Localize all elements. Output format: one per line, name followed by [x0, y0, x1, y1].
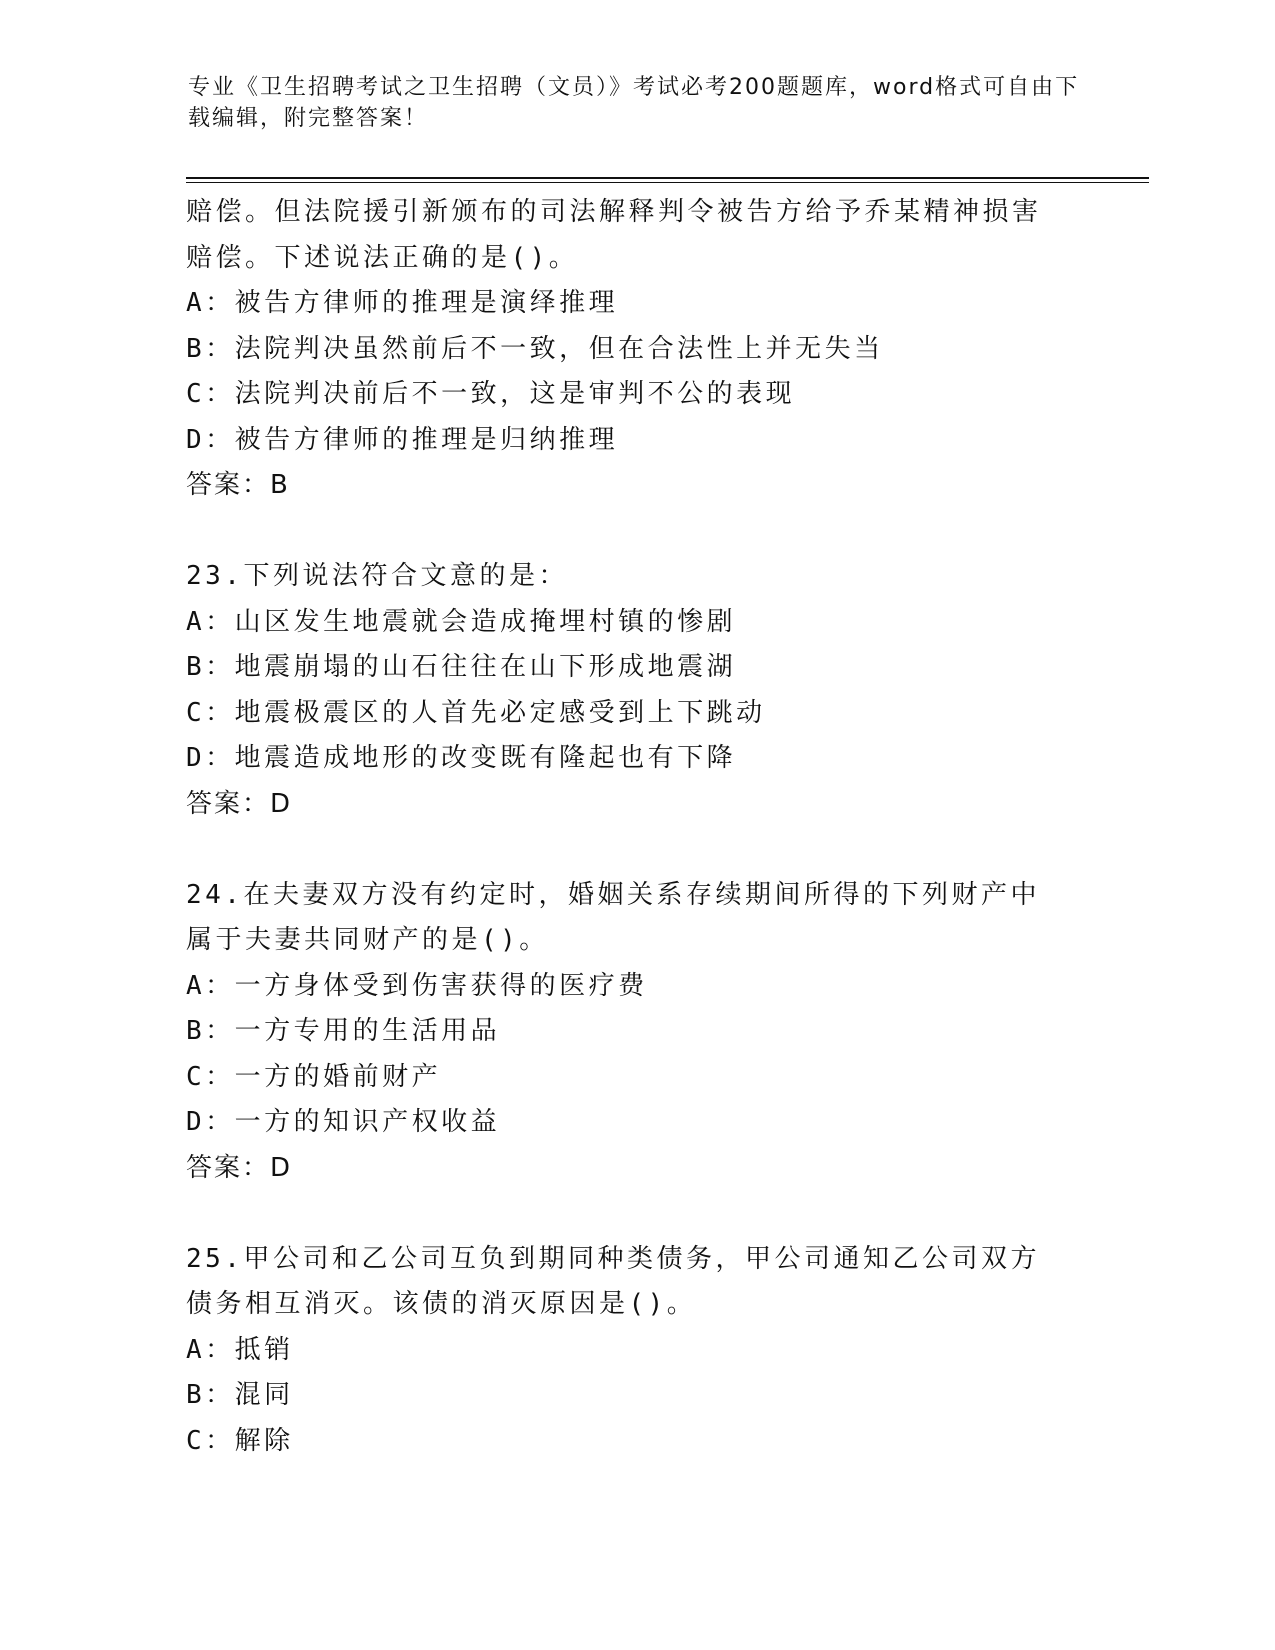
option-d: D：地震造成地形的改变既有隆起也有下降 — [186, 743, 737, 773]
question-stem: 赔偿。但法院援引新颁布的司法解释判令被告方给予乔某精神损害赔偿。下述说法正确的是()。 — [186, 197, 1042, 273]
option-d: D：一方的知识产权收益 — [186, 1107, 501, 1137]
option-c: C：法院判决前后不一致，这是审判不公的表现 — [186, 379, 796, 409]
question-stem: 24.在夫妻双方没有约定时，婚姻关系存续期间所得的下列财产中属于夫妻共同财产的是()。 — [186, 879, 1040, 955]
option-a: A：山区发生地震就会造成掩埋村镇的惨剧 — [186, 606, 737, 637]
question-block — [186, 554, 1086, 827]
answer-line: 答案：D — [186, 1152, 293, 1183]
answer-line: 答案：B — [186, 470, 290, 500]
header-rule-thin — [186, 182, 1149, 183]
question-block — [186, 190, 1086, 509]
question-list — [186, 190, 1086, 1464]
header-rule-thick — [186, 177, 1149, 179]
option-a: A：一方身体受到伤害获得的医疗费 — [186, 970, 648, 1001]
question-stem: 23.下列说法符合文意的是： — [186, 561, 568, 591]
option-d: D：被告方律师的推理是归纳推理 — [186, 424, 619, 455]
option-c: C：一方的婚前财产 — [186, 1061, 442, 1092]
question-block — [186, 873, 1086, 1192]
option-b: B：地震崩塌的山石往往在山下形成地震湖 — [186, 652, 737, 682]
document-header: 专业《卫生招聘考试之卫生招聘（文员）》考试必考200题题库，word格式可自由下载编辑，附完整答案！ — [188, 75, 1080, 131]
question-stem: 25.甲公司和乙公司互负到期同种类债务，甲公司通知乙公司双方债务相互消灭。该债的消灭原因是()。 — [186, 1243, 1040, 1319]
option-c: C：解除 — [186, 1425, 294, 1456]
option-b: B：一方专用的生活用品 — [186, 1016, 501, 1046]
option-a: A：抵销 — [186, 1334, 294, 1365]
answer-line: 答案：D — [186, 788, 293, 819]
option-c: C：地震极震区的人首先必定感受到上下跳动 — [186, 697, 766, 728]
question-block — [186, 1237, 1086, 1465]
option-b: B：法院判决虽然前后不一致，但在合法性上并无失当 — [186, 333, 884, 364]
option-a: A：被告方律师的推理是演绎推理 — [186, 288, 619, 318]
option-b: B：混同 — [186, 1380, 294, 1410]
